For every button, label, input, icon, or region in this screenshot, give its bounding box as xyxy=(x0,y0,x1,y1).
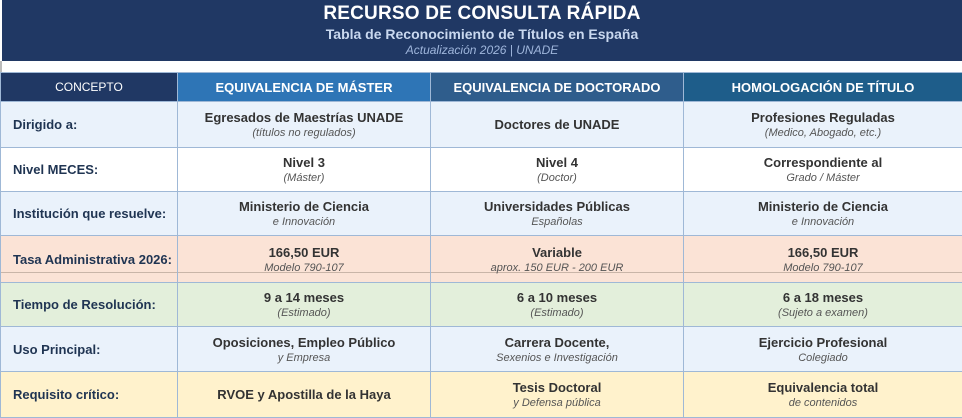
table-cell xyxy=(684,327,962,372)
cell-main: Doctores de UNADE xyxy=(431,117,683,132)
table-cell xyxy=(178,327,431,372)
cell-sub: Modelo 790-107 xyxy=(684,262,962,274)
row-label: Tiempo de Resolución: xyxy=(1,283,178,327)
table-row xyxy=(1,148,962,192)
title-banner xyxy=(0,0,962,61)
row-label: Uso Principal: xyxy=(1,327,178,372)
cell-sub: Sexenios e Investigación xyxy=(431,352,683,364)
cell-main: Egresados de Maestrías UNADE xyxy=(178,110,430,125)
cell-main: Nivel 4 xyxy=(431,155,683,170)
cell-sub: Grado / Máster xyxy=(684,172,962,184)
cell-main: Equivalencia total xyxy=(684,380,962,395)
cell-sub: (Máster) xyxy=(178,172,430,184)
table-cell xyxy=(178,192,431,236)
table-row xyxy=(1,236,962,283)
table-cell xyxy=(684,372,962,418)
table-cell xyxy=(431,327,684,372)
cell-sub: e Innovación xyxy=(684,216,962,228)
header-master: EQUIVALENCIA DE MÁSTER xyxy=(178,73,431,102)
cell-sub: Españolas xyxy=(431,216,683,228)
cell-main: Profesiones Reguladas xyxy=(684,110,962,125)
row-label: Dirigido a: xyxy=(1,102,178,148)
table-cell xyxy=(431,192,684,236)
cell-sub: y Empresa xyxy=(178,352,430,364)
cell-sub: aprox. 150 EUR - 200 EUR xyxy=(431,262,683,274)
table-cell xyxy=(178,372,431,418)
table-cell xyxy=(431,283,684,327)
table-row xyxy=(1,327,962,372)
cell-sub: (Medico, Abogado, etc.) xyxy=(684,127,962,139)
header-row xyxy=(1,73,962,102)
header-concepto: CONCEPTO xyxy=(1,73,178,102)
page-subtitle: Tabla de Reconocimiento de Títulos en España xyxy=(2,26,962,42)
table-cell xyxy=(684,236,962,283)
cell-main: 9 a 14 meses xyxy=(178,290,430,305)
row-label: Requisito crítico: xyxy=(1,372,178,418)
cell-main: Nivel 3 xyxy=(178,155,430,170)
cell-main: Universidades Públicas xyxy=(431,199,683,214)
table-cell xyxy=(684,148,962,192)
cell-sub: (títulos no regulados) xyxy=(178,127,430,139)
cell-main: Oposiciones, Empleo Público xyxy=(178,335,430,350)
cell-main: 166,50 EUR xyxy=(178,245,430,260)
cell-main: Ejercicio Profesional xyxy=(684,335,962,350)
table-row xyxy=(1,372,962,418)
table-cell xyxy=(178,148,431,192)
table-cell xyxy=(431,236,684,283)
table-cell xyxy=(431,372,684,418)
update-note: Actualización 2026 | UNADE xyxy=(2,43,962,57)
row-label: Institución que resuelve: xyxy=(1,192,178,236)
cell-main: Ministerio de Ciencia xyxy=(684,199,962,214)
recognition-table xyxy=(0,72,962,418)
spacer xyxy=(0,61,962,72)
cell-main: RVOE y Apostilla de la Haya xyxy=(178,387,430,402)
table-cell xyxy=(178,236,431,283)
page-title: RECURSO DE CONSULTA RÁPIDA xyxy=(2,0,962,25)
table-row xyxy=(1,192,962,236)
table-cell xyxy=(178,102,431,148)
cell-main: Variable xyxy=(431,245,683,260)
table-cell xyxy=(684,102,962,148)
cell-sub: (Estimado) xyxy=(431,307,683,319)
cell-sub: y Defensa pública xyxy=(431,397,683,409)
cell-main: 6 a 18 meses xyxy=(684,290,962,305)
cell-main: Ministerio de Ciencia xyxy=(178,199,430,214)
cell-sub: e Innovación xyxy=(178,216,430,228)
table-cell xyxy=(431,102,684,148)
header-homologacion: HOMOLOGACIÓN DE TÍTULO xyxy=(684,73,962,102)
row-label: Nivel MECES: xyxy=(1,148,178,192)
cell-sub: Colegiado xyxy=(684,352,962,364)
cell-main: Tesis Doctoral xyxy=(431,380,683,395)
header-doctorado: EQUIVALENCIA DE DOCTORADO xyxy=(431,73,684,102)
cell-sub: (Estimado) xyxy=(178,307,430,319)
cell-main: 166,50 EUR xyxy=(684,245,962,260)
table-cell xyxy=(684,192,962,236)
row-label: Tasa Administrativa 2026: xyxy=(1,236,178,283)
cell-sub: de contenidos xyxy=(684,397,962,409)
table-cell xyxy=(178,283,431,327)
table-row xyxy=(1,283,962,327)
table-row xyxy=(1,102,962,148)
table-cell xyxy=(431,148,684,192)
cell-main: Carrera Docente, xyxy=(431,335,683,350)
table-cell xyxy=(684,283,962,327)
cell-main: 6 a 10 meses xyxy=(431,290,683,305)
cell-sub: (Sujeto a examen) xyxy=(684,307,962,319)
cell-main: Correspondiente al xyxy=(684,155,962,170)
cell-sub: Modelo 790-107 xyxy=(178,262,430,274)
cell-sub: (Doctor) xyxy=(431,172,683,184)
